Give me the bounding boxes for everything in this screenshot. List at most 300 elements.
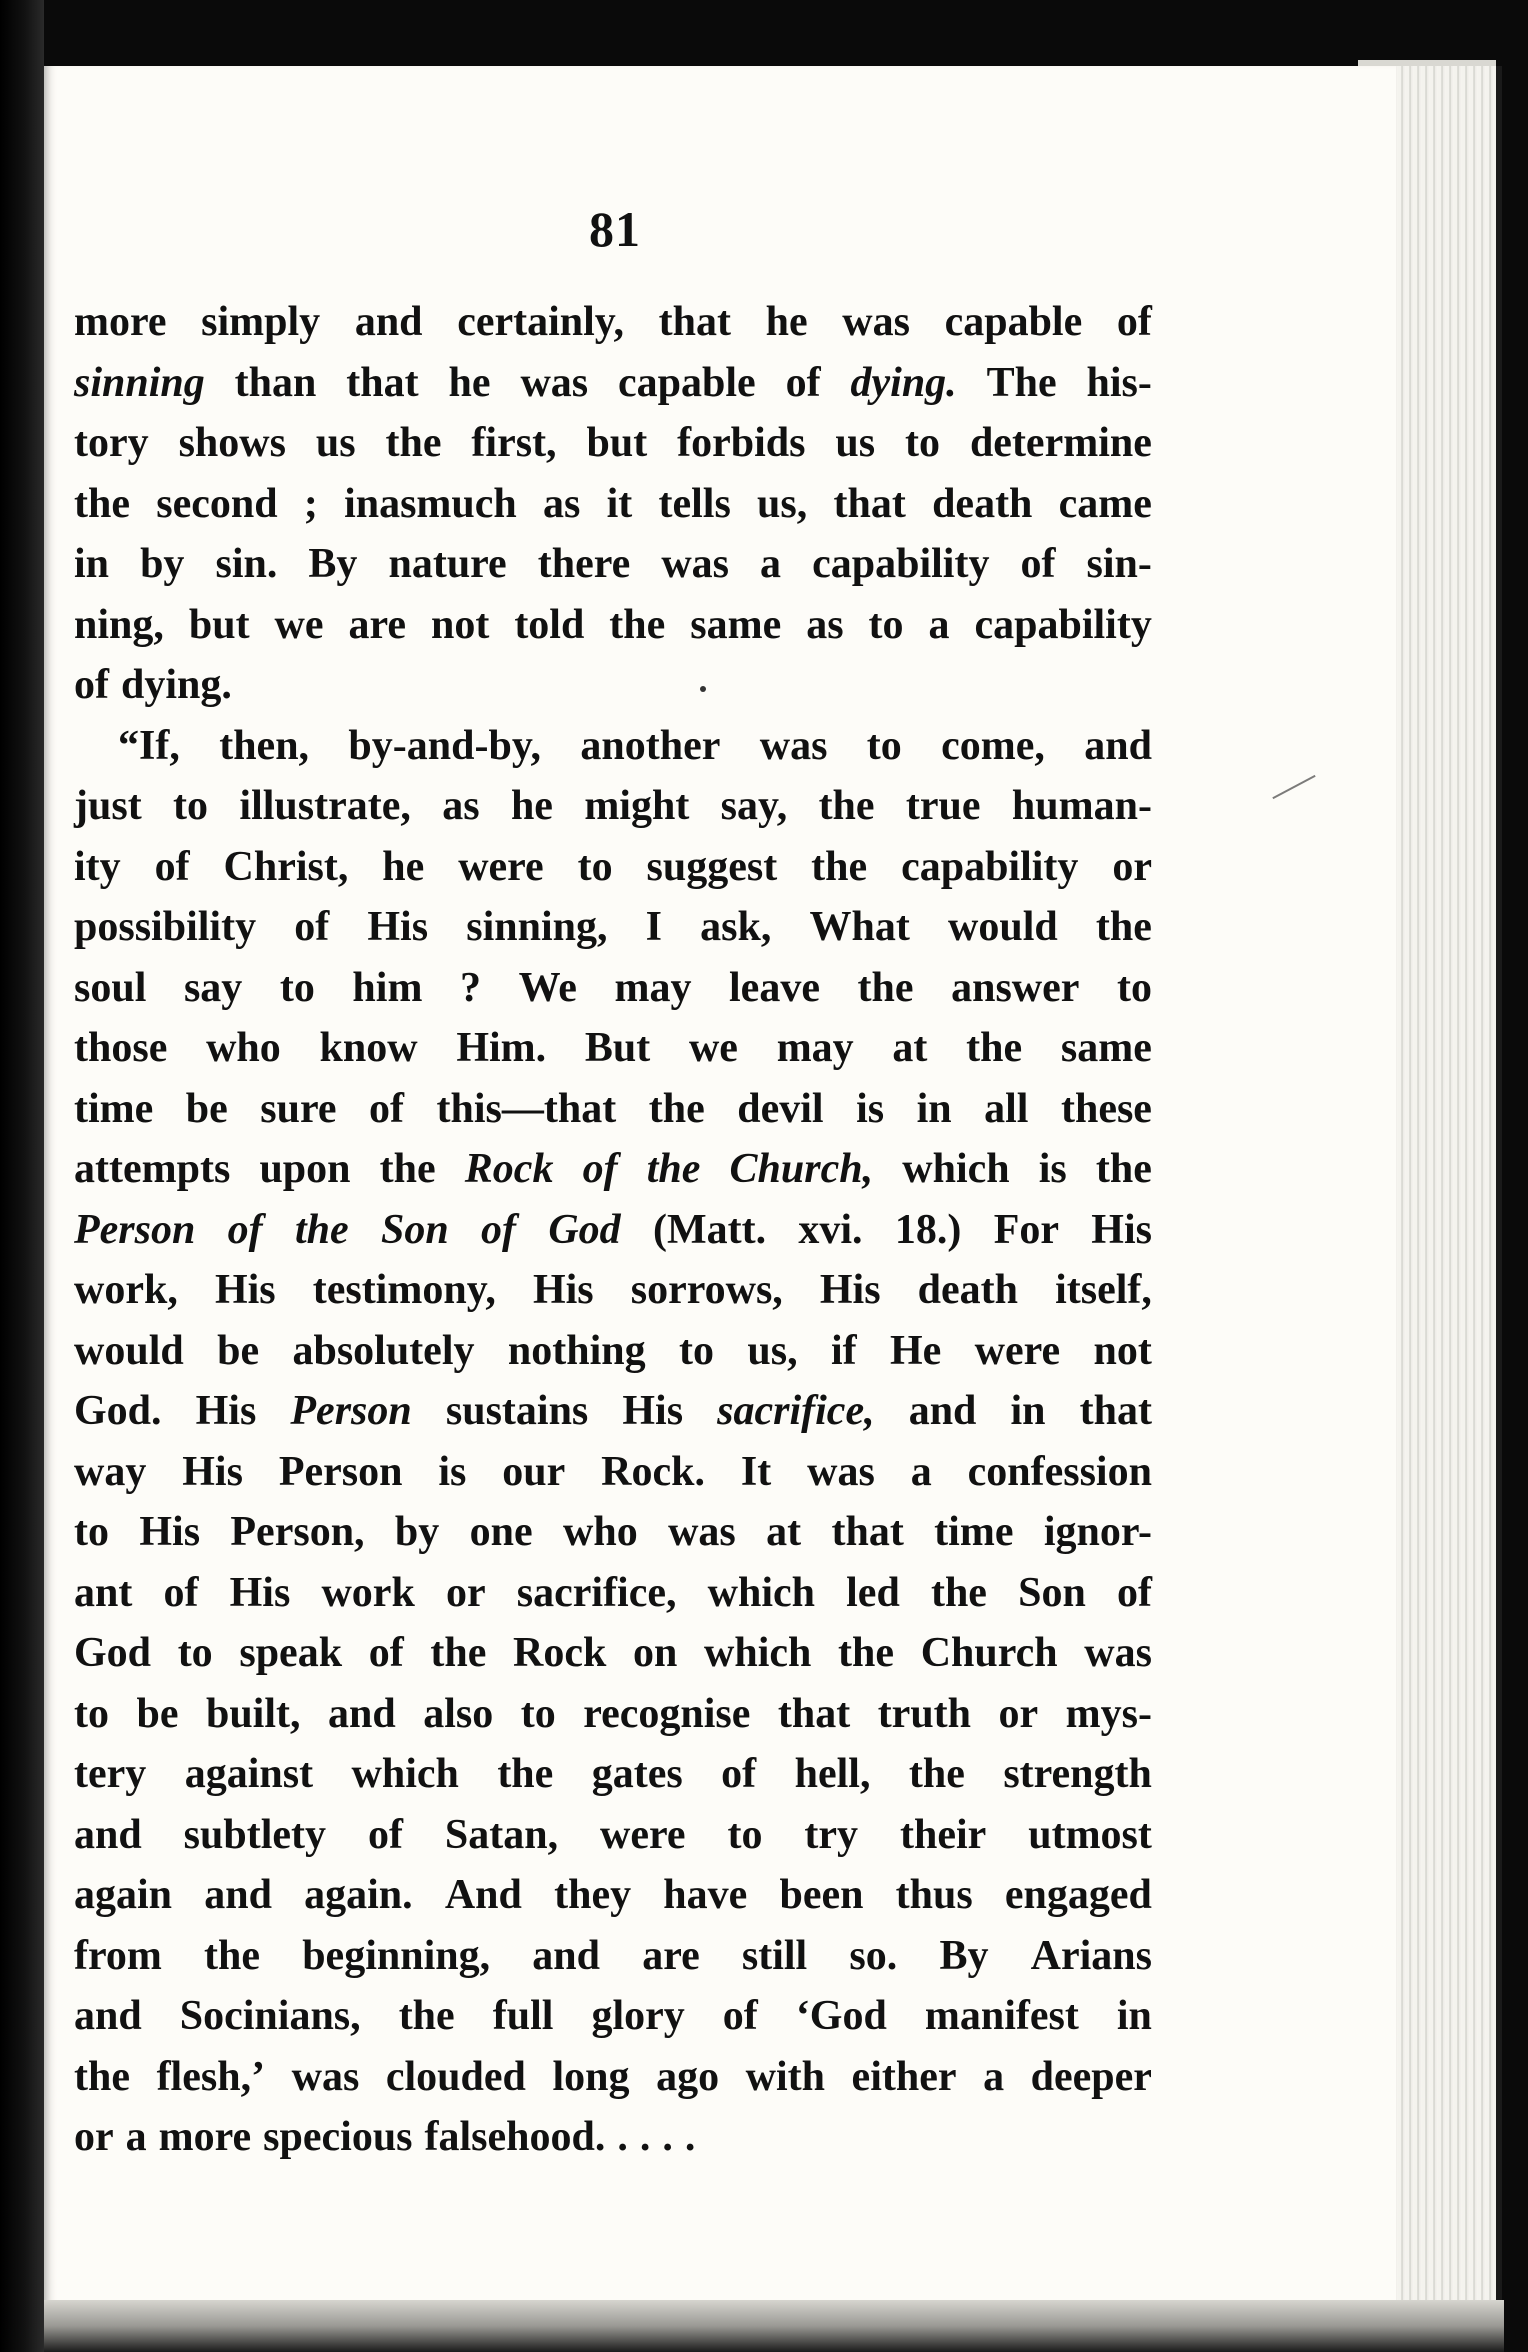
- word: Socinians,: [179, 1993, 361, 2039]
- word: illustrate,: [239, 783, 411, 829]
- word: to: [74, 1509, 109, 1555]
- word: the: [379, 1146, 436, 1192]
- word: to: [74, 1690, 109, 1737]
- word: he: [510, 783, 553, 829]
- word: the: [497, 1751, 554, 1797]
- word: us: [315, 420, 356, 466]
- word: capability: [974, 601, 1152, 648]
- word: was: [759, 722, 828, 769]
- text-line: [74, 837, 1152, 898]
- word: of: [369, 1085, 405, 1132]
- word: ignor-: [1043, 1509, 1152, 1555]
- word: confession: [967, 1448, 1152, 1495]
- word: him: [352, 964, 423, 1011]
- word: a: [910, 1448, 932, 1495]
- word: attempts: [74, 1146, 231, 1192]
- word: truth: [877, 1690, 972, 1737]
- italic-word: Person: [290, 1388, 412, 1434]
- word: that: [1079, 1388, 1152, 1434]
- word: capability: [901, 843, 1079, 890]
- word: were: [600, 1811, 686, 1858]
- word: that: [346, 359, 419, 406]
- word: true: [905, 783, 981, 829]
- text-line: [74, 1684, 1152, 1745]
- word: flesh,’: [156, 2053, 266, 2100]
- word: on: [633, 1630, 678, 1676]
- word: human-: [1011, 783, 1152, 829]
- word: of: [1020, 541, 1056, 587]
- word: first,: [471, 420, 557, 466]
- word: say: [183, 964, 243, 1011]
- word: or: [74, 2114, 114, 2160]
- word: try: [804, 1811, 859, 1858]
- word: but: [586, 420, 648, 466]
- word: manifest: [924, 1993, 1079, 2039]
- word: “If,: [118, 722, 180, 769]
- word: inasmuch: [344, 480, 517, 527]
- word: of: [1116, 1569, 1152, 1616]
- word: certainly,: [457, 299, 624, 345]
- word: his-: [1086, 359, 1152, 406]
- word: work: [321, 1569, 415, 1616]
- text-line: [74, 413, 1152, 474]
- word: nothing: [507, 1327, 646, 1374]
- word: come,: [941, 722, 1045, 769]
- text-line: [74, 534, 1152, 595]
- word: (Matt.: [652, 1206, 767, 1253]
- word: His: [182, 1448, 243, 1495]
- word: capable: [618, 359, 756, 406]
- word: sure: [260, 1085, 337, 1132]
- word: the: [1095, 1146, 1152, 1192]
- word: and: [354, 299, 423, 345]
- word: was: [807, 1448, 875, 1495]
- word: of: [154, 843, 190, 890]
- text-line: [74, 1563, 1152, 1624]
- word: We: [518, 964, 577, 1011]
- word: the: [838, 1630, 895, 1676]
- word: Him.: [456, 1025, 547, 1071]
- word: Rock: [513, 1630, 607, 1676]
- word: and: [74, 1811, 142, 1858]
- body-text: [74, 292, 1152, 2168]
- word: the: [204, 1932, 261, 1979]
- italic-word: sinning: [74, 359, 205, 406]
- word: specious: [263, 2114, 413, 2160]
- word: to: [520, 1690, 556, 1737]
- word: a: [760, 541, 782, 587]
- word: by: [140, 541, 185, 587]
- text-line: [74, 1139, 1152, 1200]
- text-line: [74, 1986, 1152, 2047]
- word: But: [584, 1025, 651, 1071]
- word: forbids: [677, 420, 806, 466]
- word: the: [811, 843, 868, 890]
- word: soul: [74, 964, 147, 1011]
- speck: [700, 686, 706, 692]
- word: beginning,: [302, 1932, 491, 1979]
- word: another: [580, 722, 721, 769]
- word: ‘God: [795, 1993, 887, 2039]
- italic-word: of: [481, 1206, 516, 1253]
- word: the: [857, 964, 914, 1011]
- word: he: [382, 843, 425, 890]
- word: not: [1093, 1327, 1152, 1374]
- word: were: [974, 1327, 1061, 1374]
- word: more: [158, 2114, 252, 2160]
- word: By: [308, 541, 358, 587]
- word: recognise: [583, 1690, 751, 1737]
- word: ago: [656, 2053, 720, 2100]
- word: they: [554, 1872, 632, 1918]
- word: xvi.: [798, 1206, 863, 1253]
- text-line: [74, 716, 1152, 777]
- text-line: [74, 474, 1152, 535]
- word: was: [1084, 1630, 1152, 1676]
- text-line: [74, 292, 1152, 353]
- word: that: [777, 1690, 851, 1737]
- word: speak: [239, 1630, 343, 1676]
- italic-word: of: [227, 1206, 263, 1253]
- text-line: [74, 1260, 1152, 1321]
- word: .: [639, 2114, 651, 2160]
- word: to: [177, 1630, 213, 1676]
- word: is: [1038, 1146, 1067, 1192]
- text-line: [74, 2107, 1152, 2168]
- word: He: [889, 1327, 942, 1374]
- word: was: [668, 1509, 736, 1555]
- word: the: [966, 1025, 1023, 1071]
- word: with: [745, 2053, 825, 2100]
- word: was: [291, 2053, 360, 2100]
- word: What: [809, 904, 910, 950]
- word: the: [930, 1569, 987, 1616]
- word: ;: [303, 480, 318, 527]
- word: possibility: [74, 904, 257, 950]
- word: all: [984, 1085, 1029, 1132]
- word: either: [851, 2053, 957, 2100]
- word: gates: [591, 1751, 683, 1797]
- word: falsehood.: [424, 2114, 606, 2160]
- word: God.: [74, 1388, 162, 1434]
- text-line: [74, 595, 1152, 656]
- word: hell,: [794, 1751, 871, 1797]
- word: simply: [201, 299, 321, 345]
- word: sacrifice,: [516, 1569, 677, 1616]
- word: tory: [74, 420, 149, 466]
- word: to: [905, 420, 941, 466]
- word: ant: [74, 1569, 133, 1616]
- word: thus: [895, 1872, 973, 1918]
- word: against: [184, 1751, 314, 1797]
- word: their: [899, 1811, 987, 1858]
- word: His: [1091, 1206, 1152, 1253]
- word: are: [642, 1932, 700, 1979]
- word: to: [678, 1327, 714, 1374]
- word: one: [469, 1509, 533, 1555]
- word: same: [690, 601, 782, 648]
- word: a: [928, 601, 950, 648]
- word: than: [234, 359, 317, 406]
- word: or: [445, 1569, 486, 1616]
- word: answer: [951, 964, 1080, 1011]
- word: also: [423, 1690, 494, 1737]
- word: determine: [969, 420, 1152, 466]
- word: to: [173, 783, 209, 829]
- italic-word: the: [646, 1146, 701, 1192]
- word: of: [1116, 299, 1152, 345]
- word: he: [765, 299, 808, 345]
- word: from: [74, 1932, 162, 1979]
- word: the: [430, 1630, 487, 1676]
- word: 18.): [894, 1206, 962, 1253]
- word: of: [721, 1751, 757, 1797]
- word: that: [658, 299, 731, 345]
- word: For: [993, 1206, 1059, 1253]
- word: tells: [658, 480, 731, 527]
- word: but: [188, 601, 250, 648]
- word: long: [552, 2053, 630, 2100]
- word: or: [1112, 843, 1152, 890]
- word: His: [622, 1388, 684, 1434]
- word: devil: [737, 1085, 824, 1132]
- text-line: [74, 1502, 1152, 1563]
- word: that: [833, 480, 906, 527]
- word: and: [328, 1690, 396, 1737]
- word: The: [986, 359, 1057, 406]
- text-line: [74, 1926, 1152, 1987]
- word: Satan,: [444, 1811, 559, 1858]
- word: of: [163, 1569, 199, 1616]
- text-line: [74, 1865, 1152, 1926]
- word: this—that: [436, 1085, 617, 1132]
- word: Person: [278, 1448, 403, 1495]
- word: to: [577, 843, 613, 890]
- italic-word: God: [548, 1206, 621, 1253]
- word: say,: [720, 783, 788, 829]
- word: in: [1010, 1388, 1046, 1434]
- word: was: [520, 359, 589, 406]
- word: of: [368, 1630, 404, 1676]
- word: the: [609, 601, 666, 648]
- word: know: [319, 1025, 418, 1071]
- word: he: [448, 359, 491, 406]
- word: been: [779, 1872, 864, 1918]
- word: that: [831, 1509, 904, 1555]
- word: absolutely: [292, 1327, 475, 1374]
- italic-word: Church,: [729, 1146, 874, 1192]
- word: sustains: [445, 1388, 589, 1434]
- text-line: [74, 1079, 1152, 1140]
- word: these: [1060, 1085, 1152, 1132]
- word: and: [204, 1872, 272, 1918]
- bottom-page-edge: [44, 2300, 1504, 2352]
- word: may: [614, 964, 692, 1011]
- word: .: [662, 2114, 673, 2160]
- word: sorrows,: [630, 1267, 783, 1313]
- word: to: [868, 601, 904, 648]
- word: be: [217, 1327, 260, 1374]
- word: a: [125, 2114, 147, 2160]
- word: utmost: [1028, 1811, 1152, 1858]
- word: His: [819, 1267, 881, 1313]
- word: His: [532, 1267, 594, 1313]
- italic-word: Person: [74, 1206, 196, 1253]
- italic-word: Son: [380, 1206, 449, 1253]
- word: we: [688, 1025, 738, 1071]
- word: have: [663, 1872, 748, 1918]
- word: by: [394, 1509, 440, 1555]
- word: us,: [747, 1327, 798, 1374]
- word: was: [661, 541, 729, 587]
- word: just: [74, 783, 142, 829]
- word: it: [606, 480, 633, 527]
- text-line: [74, 1744, 1152, 1805]
- word: sinning,: [466, 904, 608, 950]
- text-line: [74, 776, 1152, 837]
- word: sin.: [215, 541, 278, 587]
- word: us: [835, 420, 876, 466]
- word: of: [722, 1993, 758, 2039]
- word: time: [934, 1509, 1014, 1555]
- word: of: [367, 1811, 403, 1858]
- page-number: 81: [589, 201, 641, 257]
- word: was: [842, 299, 910, 345]
- word: suggest: [646, 843, 778, 890]
- text-line: [74, 2047, 1152, 2108]
- word: work,: [74, 1267, 178, 1313]
- word: sin-: [1086, 541, 1152, 587]
- word: ?: [460, 964, 481, 1011]
- word: and: [908, 1388, 977, 1434]
- word: Arians: [1030, 1932, 1152, 1979]
- word: His: [367, 904, 429, 950]
- word: the: [74, 480, 130, 527]
- text-line: [74, 1805, 1152, 1866]
- word: and: [1084, 722, 1152, 769]
- text-line: [74, 1381, 1152, 1442]
- word: strength: [1003, 1751, 1152, 1797]
- word: death: [917, 1267, 1019, 1313]
- word: second: [156, 480, 278, 527]
- word: to: [279, 964, 315, 1011]
- word: as: [543, 480, 581, 527]
- word: death: [932, 480, 1033, 527]
- word: be: [136, 1690, 179, 1737]
- word: to: [727, 1811, 763, 1858]
- word: in: [74, 541, 110, 587]
- text-line: [74, 1321, 1152, 1382]
- word: God: [74, 1630, 152, 1676]
- word: is: [856, 1085, 885, 1132]
- word: His: [214, 1267, 276, 1313]
- word: we: [274, 601, 324, 648]
- text-line: [74, 897, 1152, 958]
- word: the: [74, 2053, 130, 2100]
- word: are: [348, 601, 407, 648]
- word: at: [892, 1025, 928, 1071]
- word: may: [776, 1025, 854, 1071]
- text-line: [74, 655, 1152, 716]
- word: by-and-by,: [348, 722, 542, 769]
- word: leave: [729, 964, 820, 1011]
- book-binding-edge: [0, 0, 44, 2352]
- word: glory: [591, 1993, 685, 2039]
- text-line: [74, 1442, 1152, 1503]
- text-line: [74, 1623, 1152, 1684]
- italic-word: sacrifice,: [717, 1388, 875, 1434]
- word: if: [830, 1327, 857, 1374]
- word: not: [430, 601, 490, 648]
- word: as: [806, 601, 844, 648]
- word: mys-: [1065, 1690, 1152, 1737]
- word: the: [385, 420, 442, 466]
- word: deeper: [1030, 2053, 1152, 2100]
- word: of: [74, 662, 109, 708]
- word: is: [438, 1448, 467, 1495]
- word: His: [139, 1509, 201, 1555]
- word: same: [1060, 1025, 1152, 1071]
- word: which: [707, 1569, 815, 1616]
- word: capability: [812, 541, 990, 587]
- word: again.: [304, 1872, 413, 1918]
- word: then,: [219, 722, 310, 769]
- word: .: [684, 2114, 696, 2160]
- word: of: [785, 359, 821, 406]
- word: And: [444, 1872, 522, 1918]
- word: built,: [205, 1690, 301, 1737]
- word: led: [846, 1569, 900, 1616]
- word: so.: [849, 1932, 898, 1979]
- word: there: [537, 541, 631, 587]
- word: our: [502, 1448, 566, 1495]
- word: itself,: [1055, 1267, 1152, 1313]
- word: would: [74, 1327, 184, 1374]
- word: By: [939, 1932, 989, 1979]
- word: to: [1116, 964, 1152, 1011]
- word: ask,: [700, 904, 772, 950]
- word: of: [294, 904, 330, 950]
- word: way: [74, 1448, 147, 1495]
- text-line: [74, 1018, 1152, 1079]
- text-line: [74, 353, 1152, 414]
- word: ning,: [74, 601, 164, 648]
- word: in: [916, 1085, 952, 1132]
- word: which: [902, 1146, 1010, 1192]
- word: clouded: [385, 2053, 526, 2100]
- word: capable: [944, 299, 1083, 345]
- word: told: [514, 601, 585, 648]
- italic-word: Rock: [464, 1146, 554, 1192]
- word: .: [617, 2114, 628, 2160]
- word: might: [584, 783, 690, 829]
- word: I: [645, 904, 663, 950]
- word: to: [866, 722, 902, 769]
- word: be: [185, 1085, 228, 1132]
- word: would: [948, 904, 1058, 950]
- word: Church: [920, 1630, 1058, 1676]
- word: the: [908, 1751, 965, 1797]
- word: ity: [74, 843, 121, 890]
- word: Son: [1018, 1569, 1086, 1616]
- word: tery: [74, 1751, 147, 1797]
- word: the: [398, 1993, 455, 2039]
- word: a: [983, 2053, 1005, 2100]
- word: the: [818, 783, 875, 829]
- word: His: [229, 1569, 291, 1616]
- word: full: [492, 1993, 554, 2039]
- word: time: [74, 1085, 154, 1132]
